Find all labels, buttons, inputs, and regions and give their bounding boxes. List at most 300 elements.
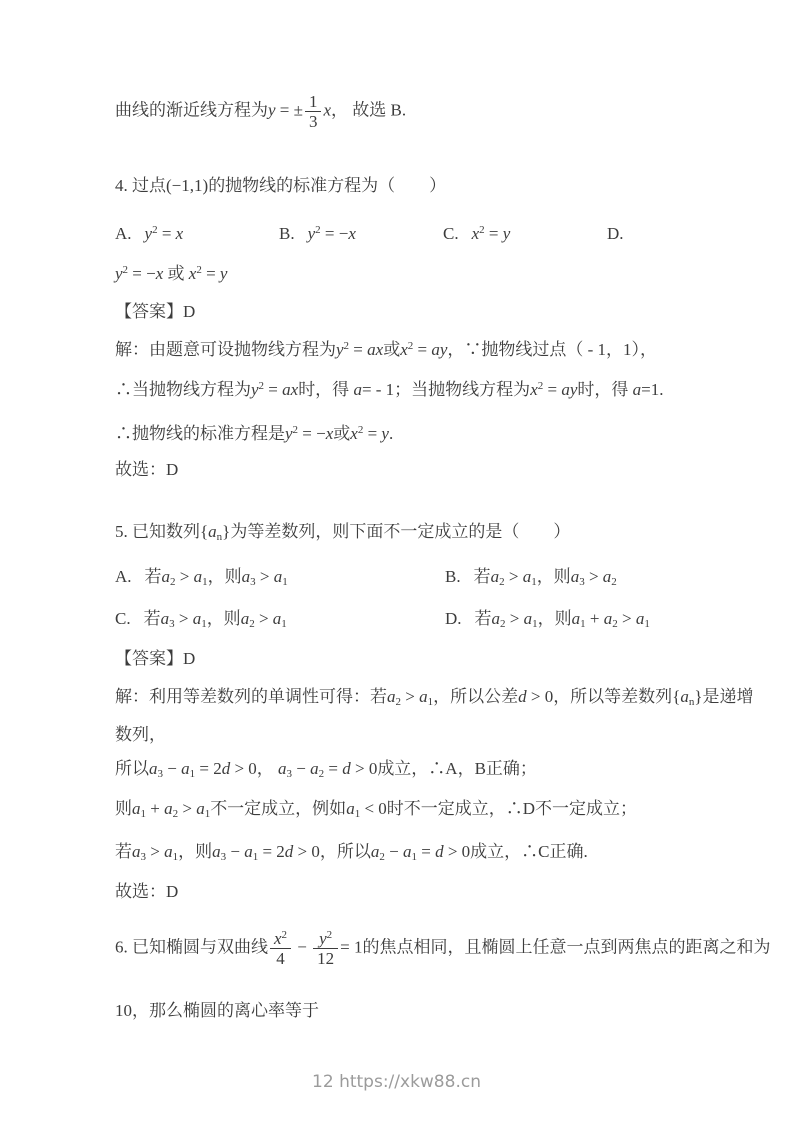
option-b: [279, 221, 443, 247]
question-5-solution-line-4: [115, 796, 700, 822]
math-char: a: [680, 687, 689, 707]
math-char: <: [364, 799, 375, 819]
math-char: a: [431, 340, 440, 360]
text-run: 是递增: [702, 687, 754, 707]
math-char: a: [419, 687, 428, 707]
math-char: a: [632, 380, 642, 400]
fraction-numerator: [305, 92, 322, 111]
math-char: a: [602, 567, 612, 587]
math-char: y: [569, 380, 578, 400]
math-run: [251, 380, 298, 399]
math-char: y: [319, 929, 327, 949]
text-run: 曲线的渐近线方程为: [115, 100, 268, 120]
math-char: y: [115, 264, 123, 284]
math-char: =: [328, 759, 338, 779]
math-char: a: [161, 567, 171, 587]
math-run: [241, 567, 288, 589]
option-d: [607, 221, 637, 247]
text-run: ，则: [536, 567, 571, 587]
text-run: 成立，∴C正确.: [470, 842, 588, 862]
question-5-conclusion-line: [115, 879, 700, 905]
math-subscript: 1: [282, 576, 288, 589]
math-char: }: [222, 522, 231, 542]
math-char: x: [471, 224, 480, 244]
text-run: 所以: [115, 759, 149, 779]
math-char: a: [273, 567, 283, 587]
math-char: a: [603, 609, 613, 629]
math-char: y: [502, 224, 511, 244]
math-char: a: [570, 567, 580, 587]
math-char: a: [181, 759, 190, 779]
question-4-solution-line-1: [115, 337, 700, 363]
math-subscript: 1: [281, 618, 287, 631]
text-run: 成立，∴A，B正确；: [377, 759, 537, 779]
option-label: D.: [445, 609, 462, 629]
question-5-solution-line-1: [115, 684, 754, 710]
math-char: (: [166, 176, 172, 196]
math-subscript: 2: [170, 576, 176, 589]
math-run: [308, 224, 356, 243]
math-char: >: [588, 567, 599, 587]
math-char: a: [244, 842, 253, 862]
math-run: [268, 100, 303, 119]
text-run: 解：利用等差数列的单调性可得：若: [115, 687, 387, 707]
math-char: 1: [194, 176, 203, 196]
math-char: >: [182, 799, 192, 819]
math-run: [278, 759, 378, 781]
text-run: 若: [144, 567, 162, 587]
math-char: a: [208, 522, 217, 542]
math-run: [490, 567, 537, 589]
fraction-numerator: [270, 929, 291, 948]
math-char: >: [508, 567, 519, 587]
math-subscript: 1: [531, 576, 537, 589]
question-4-solution-line-2: [115, 377, 700, 403]
math-subscript: 2: [499, 576, 505, 589]
math-char: x: [350, 424, 358, 444]
fraction-numerator: [313, 929, 338, 948]
math-superscript: 2: [407, 340, 414, 353]
math-run: [570, 567, 617, 589]
math-run: [387, 687, 434, 709]
math-char: a: [132, 842, 141, 862]
math-char: =: [132, 264, 142, 284]
math-run: [346, 799, 387, 821]
math-char: =: [324, 224, 335, 244]
math-char: x: [188, 264, 197, 284]
math-char: ): [202, 176, 209, 196]
option-label: B.: [279, 224, 295, 244]
math-char: y: [336, 340, 344, 360]
math-run: [336, 340, 383, 359]
math-subscript: 3: [157, 768, 163, 781]
option-b: [445, 564, 617, 590]
text-run: ，则: [178, 842, 213, 862]
math-run: [400, 340, 447, 359]
asymptote-conclusion-line: [115, 92, 700, 131]
text-run: 的抛物线的标准方程为（ ）: [208, 176, 447, 196]
math-subscript: 1: [201, 618, 207, 631]
text-run: 4. 过点: [115, 176, 166, 196]
math-char: 0: [311, 842, 320, 862]
math-char: =: [417, 340, 428, 360]
math-run: [370, 842, 471, 864]
question-5-options-row-cd: [115, 606, 700, 632]
math-char: =: [262, 842, 273, 862]
math-char: }: [694, 687, 703, 707]
math-subscript: 1: [644, 618, 650, 631]
math-char: y: [307, 224, 316, 244]
text-run: 或: [333, 424, 351, 444]
math-run: [149, 759, 257, 781]
page-footer: [0, 1072, 793, 1092]
option-a: [115, 221, 279, 247]
math-char: a: [522, 567, 532, 587]
text-run: 【答案】D: [115, 649, 196, 669]
option-a: [115, 564, 445, 590]
text-run: ，则: [537, 609, 572, 629]
math-superscript: 2: [537, 380, 544, 393]
math-run: [633, 380, 642, 399]
text-run: 故选：D: [115, 882, 179, 902]
text-run: ， 故选 B.: [331, 100, 407, 120]
math-char: −: [316, 424, 326, 444]
math-run: [350, 424, 389, 443]
math-char: >: [178, 609, 189, 629]
text-run: ，所以公差: [433, 687, 519, 707]
page-number-and-watermark-url: 12 https://xkw88.cn: [312, 1072, 481, 1092]
question-5-options-row-ab: [115, 564, 700, 590]
math-subscript: 2: [500, 618, 506, 631]
option-c: [115, 606, 445, 632]
math-char: 0: [461, 842, 471, 862]
math-char: x: [290, 380, 299, 400]
math-run: [293, 938, 311, 957]
text-run: ∴抛物线的标准方程是: [115, 424, 285, 444]
math-char: a: [402, 842, 412, 862]
math-run: [240, 609, 287, 631]
math-char: >: [354, 759, 365, 779]
math-char: −: [297, 937, 307, 957]
math-subscript: 1: [580, 618, 586, 631]
fraction: [311, 929, 340, 968]
math-char: a: [387, 687, 396, 707]
math-run: [145, 224, 184, 243]
math-run: [353, 380, 362, 399]
math-char: =: [547, 380, 558, 400]
math-run: [530, 380, 577, 399]
option-label: A.: [115, 567, 132, 587]
math-char: 1: [181, 176, 190, 196]
math-char: {: [200, 522, 209, 542]
text-run: 若: [115, 842, 132, 862]
text-run: 若: [473, 567, 491, 587]
math-char: >: [530, 687, 541, 707]
math-char: −: [338, 224, 349, 244]
math-char: y: [439, 340, 448, 360]
math-subscript: n: [216, 531, 223, 544]
math-subscript: 1: [354, 808, 361, 821]
math-char: a: [240, 609, 250, 629]
question-4-answer-line: [115, 299, 700, 325]
text-run: 数列，: [115, 725, 166, 745]
math-run: [472, 224, 511, 243]
math-superscript: 2: [357, 424, 364, 437]
math-char: >: [621, 609, 632, 629]
question-5-solution-line-5: [115, 839, 700, 865]
math-char: =: [340, 937, 350, 957]
question-4-conclusion-line: [115, 457, 700, 483]
math-subscript: 2: [249, 618, 255, 631]
text-run: ，∵抛物线过点（ - 1，1），: [447, 340, 658, 360]
math-char: x: [348, 224, 356, 244]
text-run: 则: [115, 799, 132, 819]
math-char: >: [447, 842, 458, 862]
question-5-solution-line-2: [115, 722, 700, 748]
text-run: 解：由题意可设抛物线方程为: [115, 340, 336, 360]
math-superscript: 2: [281, 929, 288, 942]
math-char: −: [296, 759, 306, 779]
math-char: a: [164, 842, 173, 862]
question-4-solution-line-3: [115, 421, 700, 447]
math-char: =: [279, 100, 290, 120]
option-label: D.: [607, 224, 624, 244]
math-subscript: 1: [204, 808, 211, 821]
math-subscript: 1: [202, 576, 208, 589]
math-subscript: 1: [411, 851, 417, 864]
text-run: 5. 已知数列: [115, 522, 200, 542]
math-char: x: [325, 424, 334, 444]
math-char: a: [160, 609, 170, 629]
math-superscript: 2: [258, 380, 265, 393]
option-label: C.: [443, 224, 459, 244]
math-run: [132, 842, 179, 864]
math-char: a: [196, 799, 205, 819]
math-char: a: [370, 842, 380, 862]
math-char: y: [144, 224, 153, 244]
option-d: [445, 606, 650, 632]
math-subscript: 3: [220, 851, 227, 864]
math-superscript: 2: [152, 224, 158, 237]
math-run: [166, 176, 208, 195]
math-char: a: [193, 567, 203, 587]
math-char: >: [297, 842, 308, 862]
option-label: A.: [115, 224, 132, 244]
math-char: 1: [308, 92, 318, 111]
math-run: [672, 687, 703, 709]
math-char: ,: [189, 176, 195, 196]
option-label: C.: [115, 609, 131, 629]
math-subscript: 3: [579, 576, 585, 589]
math-char: >: [258, 609, 269, 629]
math-superscript: 2: [479, 224, 485, 237]
math-superscript: 2: [196, 264, 202, 277]
question-5-solution-line-3: [115, 756, 700, 782]
question-6-stem-line-1: [115, 929, 771, 969]
math-char: y: [251, 380, 259, 400]
math-char: {: [672, 687, 681, 707]
math-subscript: 1: [172, 851, 179, 864]
math-char: =: [421, 842, 431, 862]
math-char: x: [323, 100, 332, 120]
math-char: x: [530, 380, 538, 400]
math-char: =: [302, 424, 312, 444]
math-char: a: [192, 609, 202, 629]
math-subscript: 1: [189, 768, 196, 781]
math-char: d: [435, 842, 444, 862]
math-run: [132, 799, 211, 821]
question-6-stem-line-2: [115, 998, 700, 1024]
math-char: 2: [325, 949, 335, 969]
math-char: >: [234, 759, 245, 779]
text-run: 故选：D: [115, 460, 179, 480]
math-char: a: [571, 609, 581, 629]
math-char: 0: [544, 687, 554, 707]
question-4-options-row: [115, 221, 700, 247]
text-run: 或: [383, 340, 401, 360]
math-char: =: [353, 340, 363, 360]
math-char: y: [381, 424, 389, 444]
math-char: =: [268, 380, 278, 400]
math-run: [571, 609, 650, 631]
fraction: [268, 929, 293, 968]
math-char: x: [175, 224, 184, 244]
text-run: 时不一定成立，∴D不一定成立；: [386, 799, 638, 819]
math-char: d: [221, 759, 231, 779]
math-superscript: 2: [326, 929, 333, 942]
math-subscript: 1: [140, 808, 146, 821]
option-c: [443, 221, 607, 247]
math-char: 4: [276, 949, 285, 969]
text-run: 若: [143, 609, 161, 629]
math-subscript: 3: [169, 618, 175, 631]
math-char: d: [342, 759, 351, 779]
question-5-stem: [115, 519, 700, 545]
text-run: 时，得: [298, 380, 354, 400]
math-subscript: 2: [395, 696, 401, 709]
math-char: d: [284, 842, 294, 862]
math-char: =: [199, 759, 209, 779]
math-subscript: 1: [252, 851, 259, 864]
math-char: a: [212, 842, 221, 862]
text-run: ，所以: [319, 842, 371, 862]
math-run: [323, 100, 331, 119]
math-char: a: [241, 567, 251, 587]
text-run: 不一定成立，例如: [210, 799, 347, 819]
math-subscript: 2: [318, 768, 325, 781]
math-char: a: [491, 609, 501, 629]
text-run: 或: [163, 264, 189, 284]
math-subscript: 3: [250, 576, 256, 589]
math-superscript: 2: [315, 224, 321, 237]
math-char: >: [405, 687, 415, 707]
math-char: a: [278, 759, 287, 779]
math-char: +: [150, 799, 160, 819]
math-run: [340, 938, 362, 957]
math-char: −: [146, 264, 156, 284]
math-char: a: [561, 380, 570, 400]
math-char: 2: [276, 842, 285, 862]
math-char: 0: [368, 759, 378, 779]
math-char: a: [132, 799, 141, 819]
math-subscript: 1: [427, 696, 434, 709]
math-char: x: [274, 929, 282, 949]
math-char: y: [268, 100, 276, 120]
math-superscript: 2: [292, 424, 299, 437]
math-char: d: [518, 687, 527, 707]
math-run: [518, 687, 553, 706]
math-char: +: [589, 609, 600, 629]
text-run: = - 1；当抛物线方程为: [361, 380, 531, 400]
math-char: >: [259, 567, 270, 587]
document-content: [115, 0, 771, 1024]
math-char: a: [310, 759, 319, 779]
math-char: x: [400, 340, 408, 360]
question-4-stem: [115, 173, 700, 199]
math-char: a: [272, 609, 282, 629]
math-char: 0: [248, 759, 257, 779]
math-char: 1: [317, 949, 326, 969]
math-char: a: [523, 609, 533, 629]
math-char: x: [155, 264, 164, 284]
math-char: y: [285, 424, 293, 444]
text-run: 若: [474, 609, 492, 629]
text-run: ∴当抛物线方程为: [115, 380, 251, 400]
math-subscript: n: [688, 696, 695, 709]
math-char: 1: [353, 937, 363, 957]
text-run: 【答案】D: [115, 302, 196, 322]
text-run: ，则: [207, 567, 242, 587]
math-char: =: [206, 264, 216, 284]
math-subscript: 1: [532, 618, 538, 631]
math-char: ±: [293, 100, 303, 120]
math-char: a: [346, 799, 355, 819]
math-char: =: [367, 424, 378, 444]
math-run: [115, 264, 163, 283]
math-char: a: [490, 567, 500, 587]
math-run: [161, 567, 208, 589]
math-char: 3: [308, 112, 318, 132]
math-char: =: [161, 224, 172, 244]
math-run: [212, 842, 320, 864]
math-subscript: 2: [611, 576, 617, 589]
math-char: >: [150, 842, 160, 862]
math-run: [491, 609, 538, 631]
math-char: 2: [213, 759, 222, 779]
math-char: a: [164, 799, 173, 819]
math-run: [200, 522, 231, 544]
math-run: [285, 424, 333, 443]
math-run: [189, 264, 228, 283]
text-run: ，则: [206, 609, 241, 629]
math-subscript: 3: [140, 851, 146, 864]
text-run: 10，那么椭圆的离心率等于: [115, 1001, 319, 1021]
math-char: a: [367, 340, 376, 360]
math-char: a: [149, 759, 158, 779]
text-run: .: [388, 424, 394, 444]
text-run: =1.: [641, 380, 664, 400]
text-run: 的焦点相同，且椭圆上任意一点到两焦点的距离之和为: [362, 937, 771, 957]
text-run: ，: [256, 759, 279, 779]
fraction: [303, 92, 324, 131]
math-char: >: [509, 609, 520, 629]
math-char: >: [179, 567, 190, 587]
math-char: a: [353, 380, 362, 400]
math-char: −: [171, 176, 182, 196]
fraction-denominator: [305, 111, 322, 131]
math-run: [160, 609, 207, 631]
math-char: y: [219, 264, 228, 284]
